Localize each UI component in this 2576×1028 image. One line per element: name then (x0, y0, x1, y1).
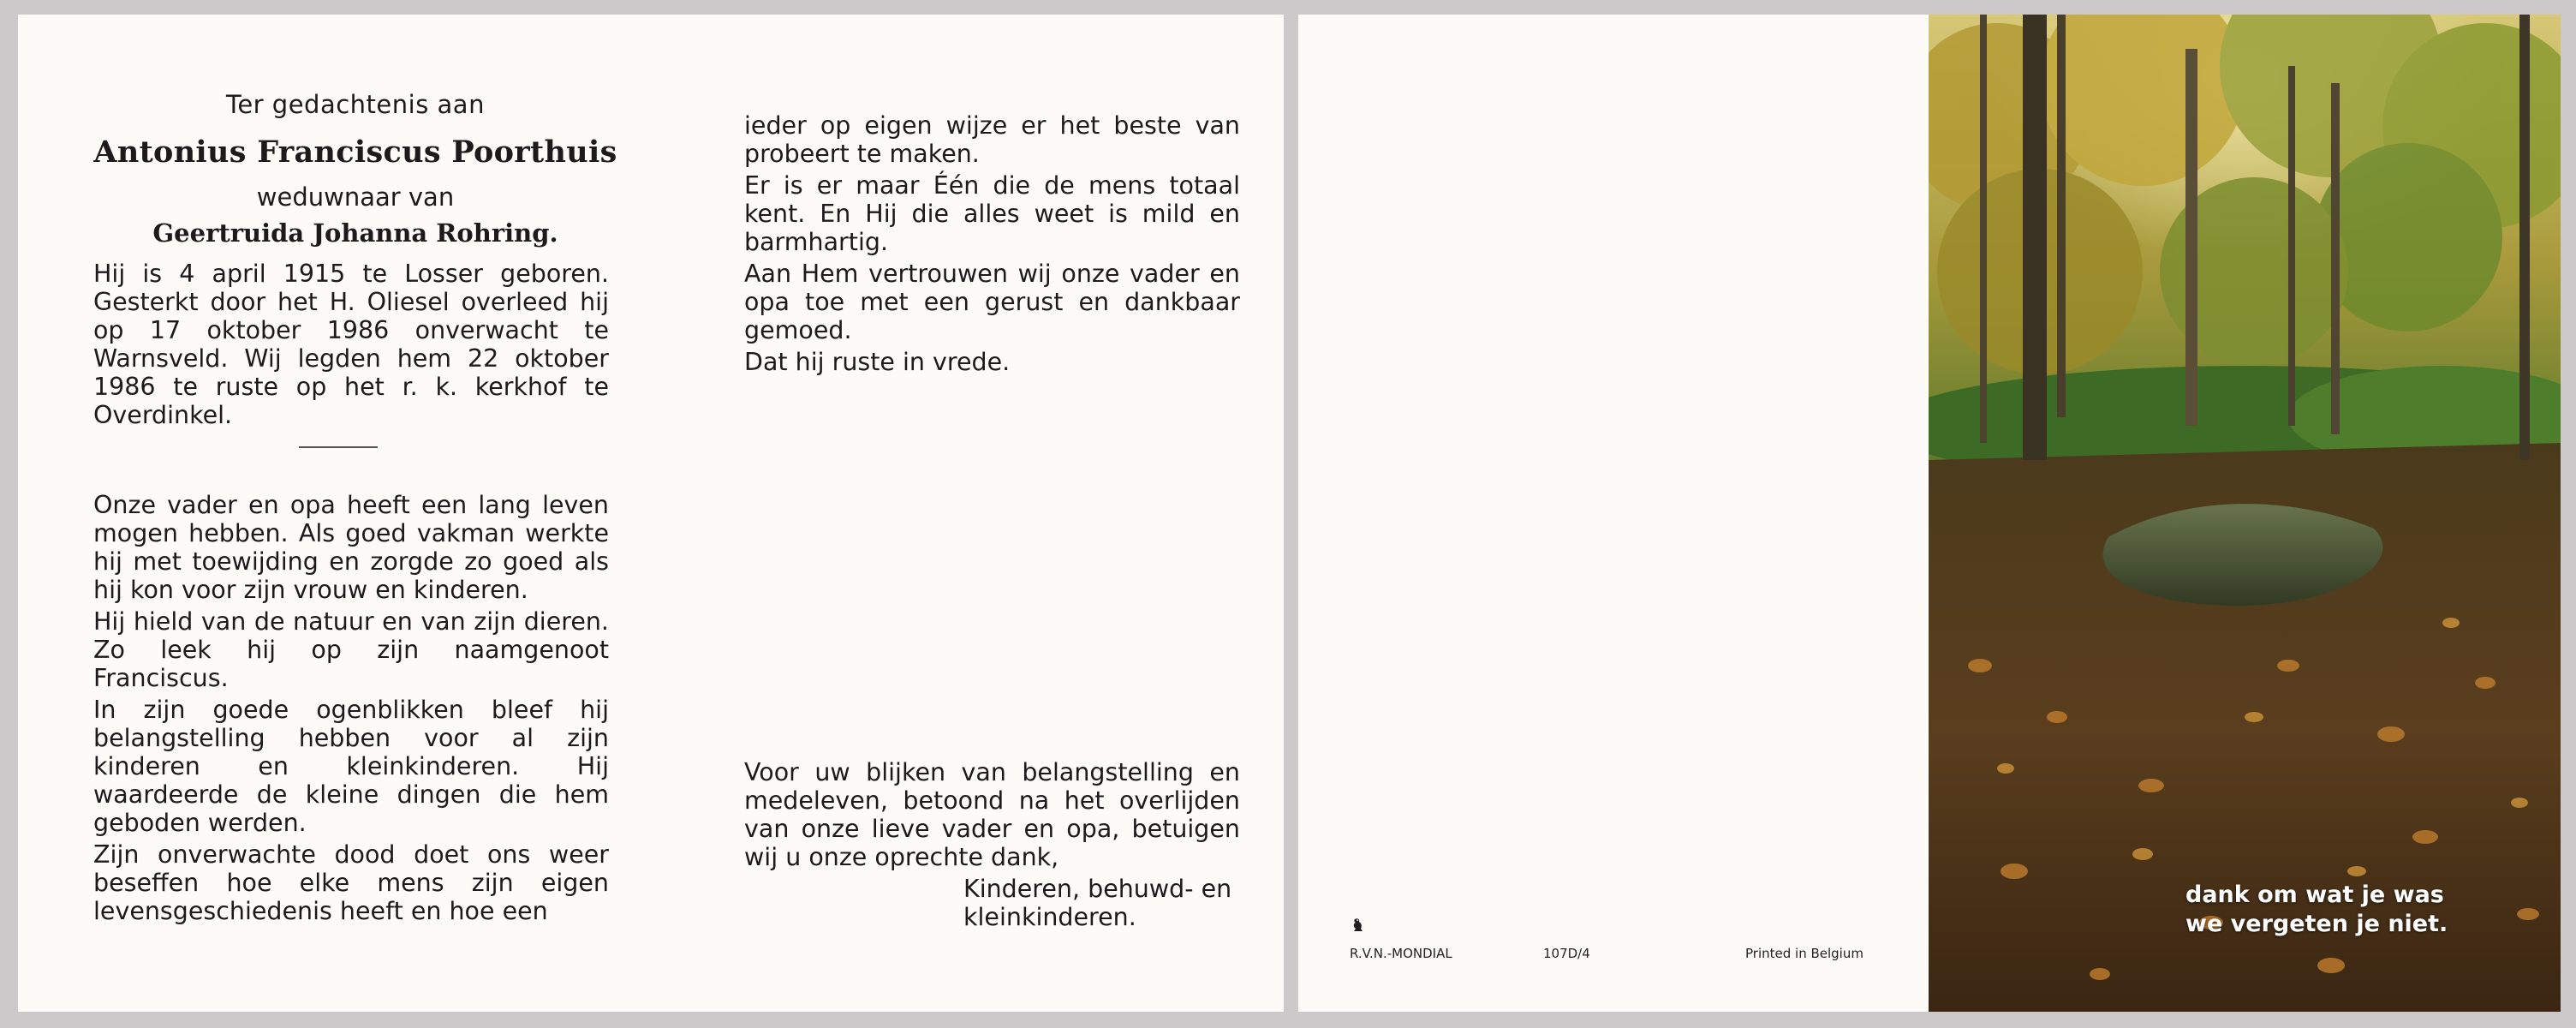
bird-logo-icon (1350, 916, 1367, 933)
signature-text: Kinderen, behuwd- en kleinkinderen. (963, 875, 1232, 931)
forest-photo (1929, 15, 2561, 1012)
motto-text (2185, 881, 2448, 939)
forest-illustration (1929, 15, 2561, 1012)
inner-right-panel (652, 15, 1284, 1012)
printed-in: Printed in Belgium (1745, 946, 1863, 961)
card-code: 107D/4 (1543, 946, 1590, 961)
publisher-name: R.V.N.-MONDIAL (1350, 946, 1452, 961)
thanks-text (744, 758, 1240, 871)
continuation-paragraph: Er is er maar Één die de mens totaal kent. En Hij die alles weet is mild en barmhartig. (744, 171, 1240, 256)
spouse-name: Geertruida Johanna Rohring. (152, 218, 558, 248)
tribute-paragraph: Onze vader en opa heeft een lang leven mogen hebben. Als goed vakman werkte hij met toewijding en zorgde zo goed als hij kon voor zijn vrouw en kinderen. (93, 491, 609, 604)
inner-card-spread (18, 15, 1284, 1012)
relation-text: weduwnaar van (256, 182, 455, 212)
continuation-paragraph: Aan Hem vertrouwen wij onze vader en opa toe met een gerust en dankbaar gemoed. (744, 260, 1240, 344)
deceased-name: Antonius Franciscus Poorthuis (93, 134, 617, 170)
thanks-paragraph: Voor uw blijken van belangstelling en medeleven, betoond na het overlijden van onze lieve vader en opa, betuigen wij u onze oprechte dank, (744, 758, 1240, 871)
tribute-text (93, 491, 609, 925)
inner-left-panel (18, 15, 652, 1012)
continuation-text (744, 111, 1240, 376)
continuation-paragraph: Dat hij ruste in vrede. (744, 348, 1011, 376)
biography-text (93, 260, 609, 429)
tribute-paragraph: Hij hield van de natuur en van zijn dieren. Zo leek hij op zijn naamgenoot Franciscus. (93, 607, 609, 692)
memorial-intro: Ter gedachtenis aan (226, 90, 485, 119)
motto-line: we vergeten je niet. (2185, 911, 2448, 937)
biography-paragraph: Hij is 4 april 1915 te Losser geboren. Gesterkt door het H. Oliesel overleed hij op 17 oktober 1986 onverwacht te Warnsveld. Wij legden hem 22 oktober 1986 te ruste op het r. k. kerkhof te Overdinkel. (93, 260, 609, 429)
outer-card-spread (1298, 15, 2561, 1012)
tribute-paragraph: In zijn goede ogenblikken bleef hij belangstelling hebben voor al zijn kinderen en kleinkinderen. Hij waardeerde de kleine dingen die hem geboden werden. (93, 696, 609, 837)
motto-line: dank om wat je was (2185, 882, 2444, 908)
continuation-paragraph: ieder op eigen wijze er het beste van probeert te maken. (744, 111, 1240, 168)
section-divider (299, 446, 378, 448)
tribute-paragraph: Zijn onverwachte dood doet ons weer beseffen hoe elke mens zijn eigen levensgeschiedenis heeft en hoe een (93, 840, 609, 925)
